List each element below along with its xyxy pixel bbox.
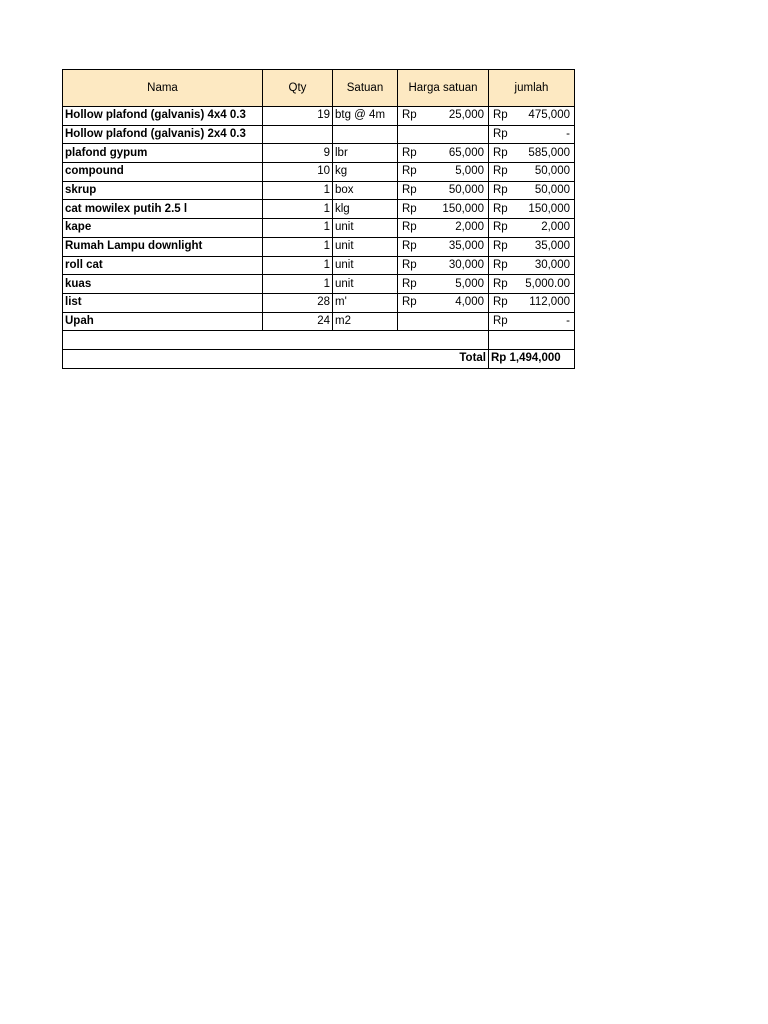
cell-satuan[interactable]: unit <box>333 219 398 238</box>
cell-nama[interactable]: compound <box>63 163 263 182</box>
total-value[interactable]: Rp 1,494,000 <box>489 349 575 368</box>
currency-label: Rp <box>493 202 508 215</box>
amount: 35,000 <box>534 240 570 253</box>
table-row <box>63 219 575 238</box>
currency-label: Rp <box>402 109 417 122</box>
table-row <box>63 107 575 126</box>
cell-nama[interactable]: kuas <box>63 275 263 294</box>
cell-harga-satuan[interactable] <box>398 107 489 126</box>
amount: 150,000 <box>442 202 484 215</box>
cell-qty[interactable]: 1 <box>263 200 333 219</box>
amount: 475,000 <box>528 109 570 122</box>
cell-jumlah[interactable] <box>489 293 575 312</box>
currency-label: Rp <box>402 221 417 234</box>
cell-qty[interactable]: 1 <box>263 181 333 200</box>
cell-qty[interactable]: 1 <box>263 256 333 275</box>
cell-harga-satuan[interactable] <box>398 237 489 256</box>
cell-harga-satuan[interactable] <box>398 256 489 275</box>
blank-cell[interactable] <box>489 331 575 350</box>
cell-jumlah[interactable] <box>489 200 575 219</box>
cell-qty[interactable]: 24 <box>263 312 333 331</box>
cell-jumlah[interactable] <box>489 237 575 256</box>
cell-nama[interactable]: Hollow plafond (galvanis) 2x4 0.3 <box>63 125 263 144</box>
cell-satuan[interactable]: lbr <box>333 144 398 163</box>
amount: 50,000 <box>448 184 484 197</box>
cell-harga-satuan[interactable] <box>398 219 489 238</box>
header-nama[interactable]: Nama <box>63 70 263 107</box>
header-row <box>63 70 575 107</box>
cell-jumlah[interactable] <box>489 312 575 331</box>
cell-satuan[interactable]: btg @ 4m <box>333 107 398 126</box>
amount: - <box>566 314 570 327</box>
cell-harga-satuan[interactable] <box>398 312 489 331</box>
cell-satuan[interactable]: unit <box>333 275 398 294</box>
currency-label: Rp <box>493 109 508 122</box>
table-row <box>63 256 575 275</box>
currency-label: Rp <box>402 146 417 159</box>
amount: - <box>566 128 570 141</box>
table-row <box>63 163 575 182</box>
table-row <box>63 125 575 144</box>
amount: 50,000 <box>534 184 570 197</box>
cell-satuan[interactable]: box <box>333 181 398 200</box>
amount: 2,000 <box>455 221 484 234</box>
amount: 5,000.00 <box>525 277 570 290</box>
total-label[interactable]: Total <box>63 349 489 368</box>
cell-nama[interactable]: roll cat <box>63 256 263 275</box>
blank-cell[interactable] <box>63 331 489 350</box>
amount: 2,000 <box>541 221 570 234</box>
spreadsheet <box>62 69 574 369</box>
cell-jumlah[interactable] <box>489 219 575 238</box>
header-harga-satuan[interactable]: Harga satuan <box>398 70 489 107</box>
cell-qty[interactable]: 28 <box>263 293 333 312</box>
cell-satuan[interactable]: unit <box>333 237 398 256</box>
cell-qty[interactable]: 1 <box>263 237 333 256</box>
currency-label: Rp <box>493 184 508 197</box>
currency-label: Rp <box>493 128 508 141</box>
cell-nama[interactable]: skrup <box>63 181 263 200</box>
cell-qty[interactable]: 1 <box>263 219 333 238</box>
amount: 5,000 <box>455 165 484 178</box>
currency-label: Rp <box>402 277 417 290</box>
cell-harga-satuan[interactable] <box>398 125 489 144</box>
currency-label: Rp <box>493 165 508 178</box>
cell-satuan[interactable]: m2 <box>333 312 398 331</box>
amount: 25,000 <box>448 109 484 122</box>
amount: 35,000 <box>448 240 484 253</box>
cell-jumlah[interactable] <box>489 163 575 182</box>
currency-label: Rp <box>493 221 508 234</box>
cell-qty[interactable]: 1 <box>263 275 333 294</box>
currency-label: Rp <box>493 296 508 309</box>
currency-label: Rp <box>402 165 417 178</box>
cell-jumlah[interactable] <box>489 275 575 294</box>
cell-jumlah[interactable] <box>489 256 575 275</box>
currency-label: Rp <box>402 258 417 271</box>
currency-label: Rp <box>493 314 508 327</box>
currency-label: Rp <box>493 240 508 253</box>
table-row <box>63 293 575 312</box>
cell-harga-satuan[interactable] <box>398 275 489 294</box>
cell-qty[interactable]: 10 <box>263 163 333 182</box>
amount: 585,000 <box>528 146 570 159</box>
cost-table <box>62 69 575 369</box>
amount: 150,000 <box>528 202 570 215</box>
amount: 4,000 <box>455 296 484 309</box>
cell-harga-satuan[interactable] <box>398 293 489 312</box>
amount: 112,000 <box>529 296 570 309</box>
cell-jumlah[interactable] <box>489 107 575 126</box>
cell-jumlah[interactable] <box>489 125 575 144</box>
amount: 30,000 <box>448 258 484 271</box>
cell-satuan[interactable]: m' <box>333 293 398 312</box>
cell-jumlah[interactable] <box>489 181 575 200</box>
blank-row <box>63 331 575 350</box>
cell-qty[interactable]: 9 <box>263 144 333 163</box>
cell-qty[interactable] <box>263 125 333 144</box>
cell-qty[interactable]: 19 <box>263 107 333 126</box>
cell-harga-satuan[interactable] <box>398 200 489 219</box>
header-qty[interactable]: Qty <box>263 70 333 107</box>
header-satuan[interactable]: Satuan <box>333 70 398 107</box>
cell-nama[interactable]: cat mowilex putih 2.5 l <box>63 200 263 219</box>
table-row <box>63 237 575 256</box>
currency-label: Rp <box>402 202 417 215</box>
table-row <box>63 144 575 163</box>
cell-harga-satuan[interactable] <box>398 163 489 182</box>
amount: 50,000 <box>534 165 570 178</box>
cell-nama[interactable]: list <box>63 293 263 312</box>
currency-label: Rp <box>493 277 508 290</box>
cell-nama[interactable]: kape <box>63 219 263 238</box>
cell-satuan[interactable]: klg <box>333 200 398 219</box>
currency-label: Rp <box>402 184 417 197</box>
currency-label: Rp <box>493 258 508 271</box>
cell-nama[interactable]: Rumah Lampu downlight <box>63 237 263 256</box>
cell-jumlah[interactable] <box>489 144 575 163</box>
table-row <box>63 181 575 200</box>
currency-label: Rp <box>493 146 508 159</box>
amount: 65,000 <box>448 146 484 159</box>
cell-satuan[interactable]: kg <box>333 163 398 182</box>
currency-label: Rp <box>402 240 417 253</box>
cell-harga-satuan[interactable] <box>398 181 489 200</box>
cell-nama[interactable]: plafond gypum <box>63 144 263 163</box>
amount: 30,000 <box>534 258 570 271</box>
table-row <box>63 312 575 331</box>
total-row <box>63 349 575 368</box>
cell-nama[interactable]: Upah <box>63 312 263 331</box>
currency-label: Rp <box>402 296 417 309</box>
table-row <box>63 200 575 219</box>
cell-satuan[interactable] <box>333 125 398 144</box>
table-row <box>63 275 575 294</box>
amount: 5,000 <box>455 277 484 290</box>
cell-satuan[interactable]: unit <box>333 256 398 275</box>
cell-nama[interactable]: Hollow plafond (galvanis) 4x4 0.3 <box>63 107 263 126</box>
header-jumlah[interactable]: jumlah <box>489 70 575 107</box>
cell-harga-satuan[interactable] <box>398 144 489 163</box>
